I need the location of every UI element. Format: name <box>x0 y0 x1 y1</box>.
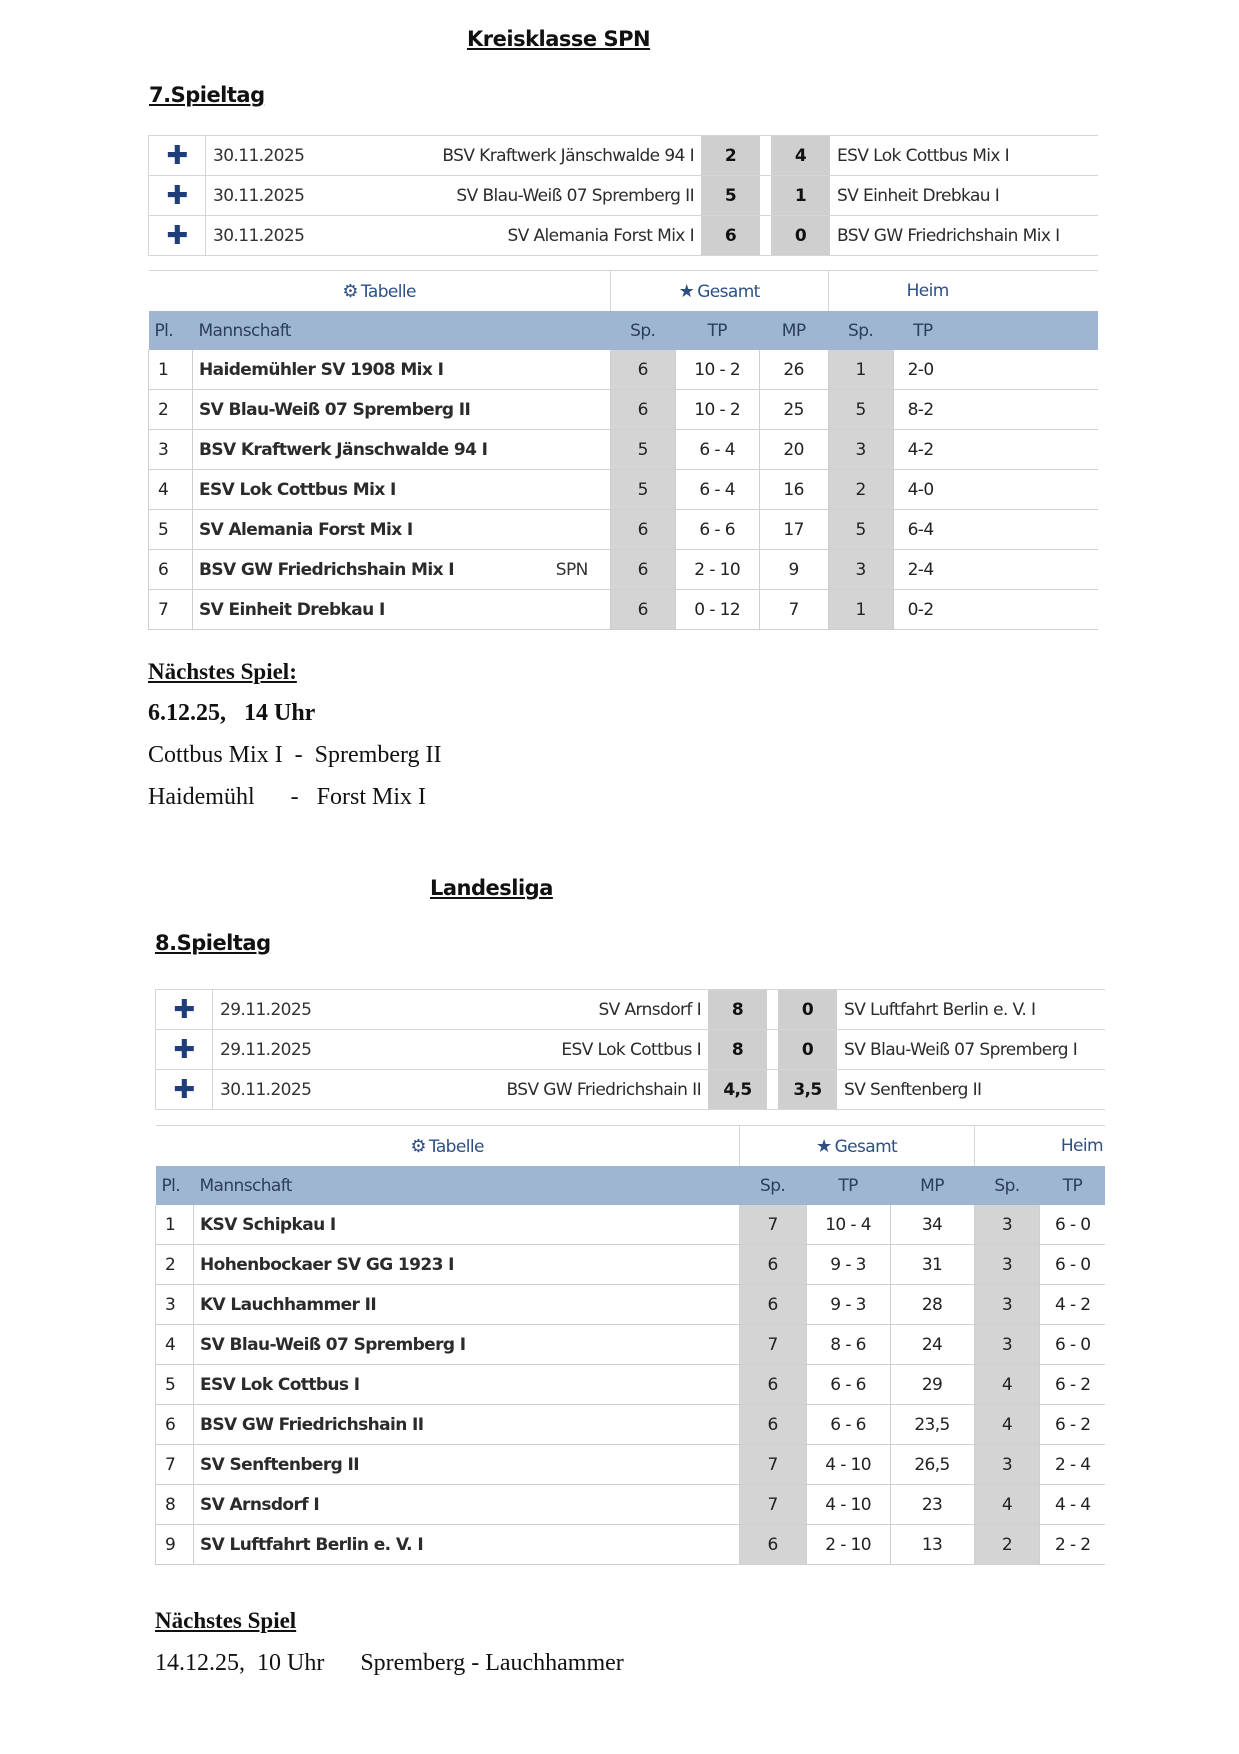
row-place: 6 <box>149 550 193 590</box>
row-games: 6 <box>739 1365 806 1405</box>
row-tp: 6 - 6 <box>806 1405 890 1445</box>
result-row <box>156 990 1106 1030</box>
tab-gesamt[interactable]: ★ Gesamt <box>739 1126 974 1167</box>
row-games: 6 <box>739 1245 806 1285</box>
kreis-next-date: 6.12.25, 14 Uhr <box>148 700 316 726</box>
row-place: 1 <box>156 1205 194 1245</box>
result-away: BSV GW Friedrichshain Mix I <box>831 216 1099 256</box>
result-home-score: 4,5 <box>708 1070 768 1110</box>
row-tp: 2 - 10 <box>675 550 759 590</box>
row-place: 4 <box>149 470 193 510</box>
tab-heim[interactable]: Heim <box>828 271 1098 312</box>
row-home-tp: 6 - 2 <box>1040 1405 1105 1445</box>
gear-icon: ⚙ <box>410 1135 426 1157</box>
row-mp: 7 <box>759 590 828 630</box>
row-team: BSV GW Friedrichshain Mix I SPN <box>192 550 610 590</box>
row-home-games: 2 <box>828 470 893 510</box>
result-away-score: 0 <box>778 1030 838 1070</box>
result-away-score: 0 <box>778 990 838 1030</box>
row-mp: 34 <box>890 1205 974 1245</box>
row-home-games: 4 <box>974 1405 1040 1445</box>
result-home: BSV GW Friedrichshain II <box>376 1070 708 1110</box>
result-home: SV Alemania Forst Mix I <box>343 216 701 256</box>
landes-title: Landesliga <box>430 876 553 900</box>
row-home-tp: 4-2 <box>893 430 1098 470</box>
row-home-tp: 6 - 0 <box>1040 1245 1105 1285</box>
row-mp: 23 <box>890 1485 974 1525</box>
row-mp: 17 <box>759 510 828 550</box>
tab-gesamt[interactable]: ★ Gesamt <box>610 271 828 312</box>
row-team: SV Luftfahrt Berlin e. V. I <box>193 1525 739 1565</box>
row-home-tp: 6 - 2 <box>1040 1365 1105 1405</box>
col-mp: MP <box>759 311 828 350</box>
expand-icon[interactable]: ✚ <box>156 990 213 1030</box>
landes-standings <box>155 1125 1105 1565</box>
col-pl: Pl. <box>156 1166 194 1205</box>
row-tp: 2 - 10 <box>806 1525 890 1565</box>
row-games: 7 <box>739 1485 806 1525</box>
row-home-tp: 4 - 4 <box>1040 1485 1105 1525</box>
row-home-tp: 6 - 0 <box>1040 1205 1105 1245</box>
row-home-games: 1 <box>828 350 893 390</box>
row-team: SV Arnsdorf I <box>193 1485 739 1525</box>
col-tp2: TP <box>1040 1166 1105 1205</box>
expand-icon[interactable]: ✚ <box>156 1030 213 1070</box>
row-tp: 10 - 4 <box>806 1205 890 1245</box>
row-place: 1 <box>149 350 193 390</box>
row-home-games: 3 <box>974 1445 1040 1485</box>
star-icon: ★ <box>678 280 695 302</box>
row-place: 2 <box>149 390 193 430</box>
result-home-score: 8 <box>708 1030 768 1070</box>
star-icon: ★ <box>816 1135 832 1157</box>
row-games: 6 <box>739 1285 806 1325</box>
row-place: 5 <box>149 510 193 550</box>
row-tp: 4 - 10 <box>806 1485 890 1525</box>
row-team: Hohenbockaer SV GG 1923 I <box>193 1245 739 1285</box>
table-row <box>156 1365 1106 1405</box>
row-mp: 26,5 <box>890 1445 974 1485</box>
result-date: 30.11.2025 <box>206 136 343 176</box>
result-away: SV Senftenberg II <box>838 1070 1106 1110</box>
col-sp: Sp. <box>739 1166 806 1205</box>
col-tp: TP <box>675 311 759 350</box>
table-row <box>149 510 1099 550</box>
col-sp2: Sp. <box>974 1166 1040 1205</box>
kreis-results <box>148 135 1098 256</box>
table-row <box>149 550 1099 590</box>
row-place: 3 <box>156 1285 194 1325</box>
row-team: BSV Kraftwerk Jänschwalde 94 I <box>192 430 610 470</box>
result-home-score: 8 <box>708 990 768 1030</box>
row-mp: 24 <box>890 1325 974 1365</box>
row-tp: 9 - 3 <box>806 1285 890 1325</box>
row-home-tp: 4-0 <box>893 470 1098 510</box>
row-mp: 13 <box>890 1525 974 1565</box>
row-mp: 20 <box>759 430 828 470</box>
table-row <box>149 470 1099 510</box>
row-home-games: 1 <box>828 590 893 630</box>
result-home-score: 6 <box>701 216 761 256</box>
col-tp2: TP <box>893 311 1098 350</box>
result-away: SV Einheit Drebkau I <box>831 176 1099 216</box>
gear-icon: ⚙ <box>342 280 358 302</box>
row-mp: 23,5 <box>890 1405 974 1445</box>
row-home-tp: 0-2 <box>893 590 1098 630</box>
col-mp: MP <box>890 1166 974 1205</box>
row-place: 5 <box>156 1365 194 1405</box>
table-row <box>156 1205 1106 1245</box>
table-row <box>156 1445 1106 1485</box>
row-tp: 10 - 2 <box>675 350 759 390</box>
tab-tabelle[interactable]: ⚙ Tabelle <box>149 271 611 312</box>
row-home-games: 5 <box>828 390 893 430</box>
row-mp: 16 <box>759 470 828 510</box>
row-tp: 6 - 6 <box>675 510 759 550</box>
result-date: 30.11.2025 <box>213 1070 376 1110</box>
table-row <box>149 430 1099 470</box>
expand-icon[interactable]: ✚ <box>149 136 206 176</box>
row-home-games: 5 <box>828 510 893 550</box>
row-games: 7 <box>739 1325 806 1365</box>
row-team: SV Blau-Weiß 07 Spremberg II <box>192 390 610 430</box>
kreis-next-game-2: Haidemühl - Forst Mix I <box>148 784 426 810</box>
table-row <box>149 390 1099 430</box>
row-home-games: 3 <box>828 550 893 590</box>
row-team: SV Blau-Weiß 07 Spremberg I <box>193 1325 739 1365</box>
row-home-tp: 8-2 <box>893 390 1098 430</box>
kreis-next-game-1: Cottbus Mix I - Spremberg II <box>148 742 442 768</box>
row-home-tp: 2-0 <box>893 350 1098 390</box>
expand-icon[interactable]: ✚ <box>149 216 206 256</box>
row-games: 6 <box>610 510 675 550</box>
col-pl: Pl. <box>149 311 193 350</box>
result-away-score: 1 <box>771 176 831 216</box>
row-mp: 28 <box>890 1285 974 1325</box>
row-team: SV Senftenberg II <box>193 1445 739 1485</box>
expand-icon[interactable]: ✚ <box>149 176 206 216</box>
row-games: 6 <box>610 390 675 430</box>
result-row <box>149 176 1099 216</box>
landes-next-title: Nächstes Spiel <box>155 1608 297 1633</box>
kreis-next-title: Nächstes Spiel: <box>148 659 297 684</box>
col-team: Mannschaft <box>192 311 610 350</box>
col-tp: TP <box>806 1166 890 1205</box>
row-home-games: 4 <box>974 1365 1040 1405</box>
row-team: SV Einheit Drebkau I <box>192 590 610 630</box>
row-mp: 25 <box>759 390 828 430</box>
result-date: 29.11.2025 <box>213 1030 376 1070</box>
table-row <box>156 1405 1106 1445</box>
row-home-tp: 2 - 4 <box>1040 1445 1105 1485</box>
col-team: Mannschaft <box>193 1166 739 1205</box>
row-mp: 31 <box>890 1245 974 1285</box>
row-tp: 6 - 6 <box>806 1365 890 1405</box>
row-home-games: 3 <box>974 1285 1040 1325</box>
row-games: 5 <box>610 470 675 510</box>
row-games: 6 <box>610 590 675 630</box>
row-home-games: 3 <box>828 430 893 470</box>
row-tp: 9 - 3 <box>806 1245 890 1285</box>
row-place: 6 <box>156 1405 194 1445</box>
row-team: BSV GW Friedrichshain II <box>193 1405 739 1445</box>
kreis-title: Kreisklasse SPN <box>467 27 651 51</box>
row-games: 6 <box>610 550 675 590</box>
result-away-score: 4 <box>771 136 831 176</box>
result-home: ESV Lok Cottbus I <box>376 1030 708 1070</box>
row-place: 4 <box>156 1325 194 1365</box>
landes-results <box>155 989 1105 1110</box>
row-home-games: 2 <box>974 1525 1040 1565</box>
row-place: 3 <box>149 430 193 470</box>
expand-icon[interactable]: ✚ <box>156 1070 213 1110</box>
result-home: SV Arnsdorf I <box>376 990 708 1030</box>
table-row <box>156 1525 1106 1565</box>
row-games: 6 <box>739 1525 806 1565</box>
table-row <box>149 350 1099 390</box>
result-home: SV Blau-Weiß 07 Spremberg II <box>343 176 701 216</box>
result-row <box>156 1030 1106 1070</box>
result-row <box>156 1070 1106 1110</box>
row-home-tp: 2 - 2 <box>1040 1525 1105 1565</box>
row-tp: 6 - 4 <box>675 470 759 510</box>
row-team: ESV Lok Cottbus I <box>193 1365 739 1405</box>
landes-next-line: 14.12.25, 10 Uhr Spremberg - Lauchhammer <box>155 1650 624 1676</box>
table-row <box>156 1325 1106 1365</box>
kreis-standings <box>148 270 1098 630</box>
row-tp: 10 - 2 <box>675 390 759 430</box>
table-row <box>156 1485 1106 1525</box>
result-away: ESV Lok Cottbus Mix I <box>831 136 1099 176</box>
row-team: Haidemühler SV 1908 Mix I <box>192 350 610 390</box>
row-home-games: 3 <box>974 1245 1040 1285</box>
result-row <box>149 216 1099 256</box>
result-date: 30.11.2025 <box>206 216 343 256</box>
table-row <box>156 1285 1106 1325</box>
kreis-spieltag: 7.Spieltag <box>149 83 265 107</box>
result-date: 29.11.2025 <box>213 990 376 1030</box>
row-games: 6 <box>610 350 675 390</box>
row-games: 6 <box>739 1405 806 1445</box>
result-row <box>149 136 1099 176</box>
row-tag: SPN <box>555 559 588 580</box>
row-place: 7 <box>156 1445 194 1485</box>
row-place: 8 <box>156 1485 194 1525</box>
table-row <box>149 590 1099 630</box>
row-team: SV Alemania Forst Mix I <box>192 510 610 550</box>
row-place: 9 <box>156 1525 194 1565</box>
row-home-games: 3 <box>974 1205 1040 1245</box>
result-home-score: 2 <box>701 136 761 176</box>
result-away-score: 0 <box>771 216 831 256</box>
row-home-games: 4 <box>974 1485 1040 1525</box>
col-sp2: Sp. <box>828 311 893 350</box>
result-away: SV Luftfahrt Berlin e. V. I <box>838 990 1106 1030</box>
row-home-tp: 6 - 0 <box>1040 1325 1105 1365</box>
row-mp: 29 <box>890 1365 974 1405</box>
landes-spieltag: 8.Spieltag <box>155 931 271 955</box>
result-home: BSV Kraftwerk Jänschwalde 94 I <box>343 136 701 176</box>
row-games: 5 <box>610 430 675 470</box>
result-home-score: 5 <box>701 176 761 216</box>
row-home-tp: 2-4 <box>893 550 1098 590</box>
result-away-score: 3,5 <box>778 1070 838 1110</box>
row-mp: 9 <box>759 550 828 590</box>
row-home-tp: 6-4 <box>893 510 1098 550</box>
tab-heim[interactable]: Heim <box>974 1126 1105 1167</box>
row-team: KV Lauchhammer II <box>193 1285 739 1325</box>
row-team: KSV Schipkau I <box>193 1205 739 1245</box>
row-team: ESV Lok Cottbus Mix I <box>192 470 610 510</box>
row-mp: 26 <box>759 350 828 390</box>
row-tp: 0 - 12 <box>675 590 759 630</box>
result-date: 30.11.2025 <box>206 176 343 216</box>
tab-tabelle[interactable]: ⚙ Tabelle <box>156 1126 740 1167</box>
row-tp: 4 - 10 <box>806 1445 890 1485</box>
row-home-games: 3 <box>974 1325 1040 1365</box>
row-home-tp: 4 - 2 <box>1040 1285 1105 1325</box>
row-place: 7 <box>149 590 193 630</box>
table-row <box>156 1245 1106 1285</box>
row-games: 7 <box>739 1445 806 1485</box>
row-games: 7 <box>739 1205 806 1245</box>
result-away: SV Blau-Weiß 07 Spremberg I <box>838 1030 1106 1070</box>
row-tp: 6 - 4 <box>675 430 759 470</box>
row-tp: 8 - 6 <box>806 1325 890 1365</box>
row-place: 2 <box>156 1245 194 1285</box>
col-sp: Sp. <box>610 311 675 350</box>
